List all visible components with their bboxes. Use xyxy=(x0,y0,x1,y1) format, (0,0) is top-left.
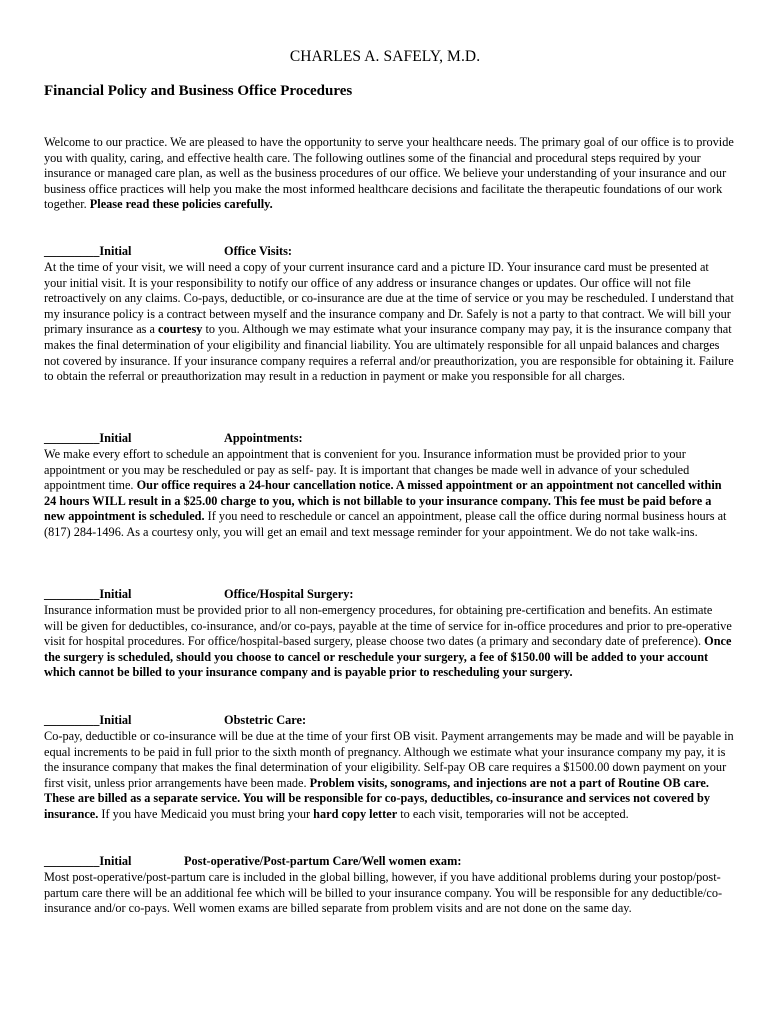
obstetric-heading: Obstetric Care: xyxy=(224,713,307,727)
postop-header xyxy=(44,854,734,870)
intro-bold-text: Please read these policies carefully. xyxy=(89,197,273,212)
obstetric-text-1: Co-pay, deductible or co-insurance will be due at the time of your first OB visit. Payment arrangements may be made and will be payable in equal increments to be paid in full prior to the sixth month of pregnancy. Although we estimate what your insurance company my pay, it is the insurance company that makes the final determination of your eligibility. Self-pay OB care requires a $1500.00 down payment on your first visit, unless prior arrangements have been made. xyxy=(44,729,734,790)
obstetric-initial-line: _________Initial xyxy=(44,713,132,727)
office-visits-initial-line: _________Initial xyxy=(44,244,132,258)
doctor-name-title: CHARLES A. SAFELY, M.D. xyxy=(289,48,481,65)
surgery-initial-line: _________Initial xyxy=(44,587,132,601)
appointments-heading: Appointments: xyxy=(224,431,303,445)
surgery-header xyxy=(44,587,734,603)
obstetric-bold-1: Problem visits, sonograms, and injections are not a part of Routine OB care. These are billed as a separate service. You will be responsible for co-pays, deductibles, co-insurance and services not covered by insurance. xyxy=(44,775,711,821)
postop-paragraph xyxy=(44,870,734,917)
intro-paragraph xyxy=(44,135,734,213)
postop-heading: Post-operative/Post-partum Care/Well women exam: xyxy=(184,854,462,868)
policy-title: Financial Policy and Business Office Procedures xyxy=(44,83,353,99)
office-visits-header xyxy=(44,244,734,260)
intro-text: Welcome to our practice. We are pleased to have the opportunity to serve your healthcare needs. The primary goal of our office is to provide you with quality, caring, and effective health care. The following outlines some of the financial and procedural steps required by your insurance or managed care plan, as well as the business procedures of our office. We believe your understanding of your insurance and our business office practices will help you make the most informed healthcare decisions and facilitate the therapeutic foundations of our work together. xyxy=(44,135,734,212)
obstetric-bold-2: hard copy letter xyxy=(313,806,398,821)
office-visits-heading: Office Visits: xyxy=(224,244,292,258)
obstetric-paragraph xyxy=(44,729,734,823)
obstetric-text-3: to each visit, temporaries will not be accepted. xyxy=(397,806,629,821)
obstetric-header xyxy=(44,713,734,729)
appointments-initial-line: _________Initial xyxy=(44,431,132,445)
appointments-header xyxy=(44,431,734,447)
office-visits-text-1: At the time of your visit, we will need a copy of your current insurance card and a picture ID. Your insurance card must be presented at your initial visit. It is your responsibility to notify our office of any address or insurance changes or updates. Our office will not file retroactively on any claims. Co-pays, deductible, or co-insurance are due at the time of service or you may be rescheduled. I understand that my insurance policy is a contract between myself and the insurance company and Dr. Safely is not a party to that contract. We will bill your primary insurance as a xyxy=(44,260,734,337)
obstetric-text-2: If you have Medicaid you must bring your xyxy=(98,806,314,821)
surgery-heading: Office/Hospital Surgery: xyxy=(224,587,354,601)
postop-text-1: Most post-operative/post-partum care is included in the global billing, however, if you have additional problems during your postop/post-partum care there will be an additional fee which will be billed to your insurance company. You will be responsible for any deductible/co-insurance and/or co-pays. Well women exams are billed separate from problem visits and are not done on the same day. xyxy=(44,870,723,916)
appointments-bold: Our office requires a 24-hour cancellation notice. A missed appointment or an appointment not cancelled within 24 hours WILL result in a $25.00 charge to you, which is not billable to your insurance company. This fee must be paid before a new appointment is scheduled. xyxy=(44,478,722,524)
office-visits-paragraph xyxy=(44,260,734,385)
office-visits-bold: courtesy xyxy=(158,322,203,337)
appointments-text-2: If you need to reschedule or cancel an appointment, please call the office during normal business hours at (817) 284-1496. As a courtesy only, you will get an email and text message reminder for your appointment. We do not take walk-ins. xyxy=(44,509,727,539)
postop-initial-line: _________Initial xyxy=(44,854,132,868)
surgery-paragraph xyxy=(44,603,734,681)
surgery-text-1: Insurance information must be provided prior to all non-emergency procedures, for obtaining pre-certification and benefits. An estimate will be given for deductibles, co-insurance, and/or co-pays, payable at the time of service for in-office procedures and prior to pre-operative visit for hospital procedures. For office/hospital-based surgery, please choose two dates (a primary and secondary date of preference). xyxy=(44,603,732,649)
office-visits-text-2: to you. Although we may estimate what your insurance company may pay, it is the insurance company that makes the final determination of your eligibility and financial liability. You are ultimately responsible for all unpaid balances and charges not covered by insurance. If your insurance company requires a referral and/or preauthorization, you are responsible for obtaining it. Failure to obtain the referral or preauthorization may result in a reduction in payment or make you responsible for all charges. xyxy=(44,322,734,384)
appointments-text-1: We make every effort to schedule an appointment that is convenient for you. Insurance information must be provided prior to your appointment or you may be rescheduled or pay as self- pay. It is important that changes be made well in advance of your scheduled appointment time. xyxy=(44,447,690,493)
surgery-bold: Once the surgery is scheduled, should you choose to cancel or reschedule your surgery, a fee of $150.00 will be added to your account which cannot be billed to your insurance company and is payable prior to rescheduling your surgery. xyxy=(44,634,732,680)
appointments-paragraph xyxy=(44,447,734,541)
